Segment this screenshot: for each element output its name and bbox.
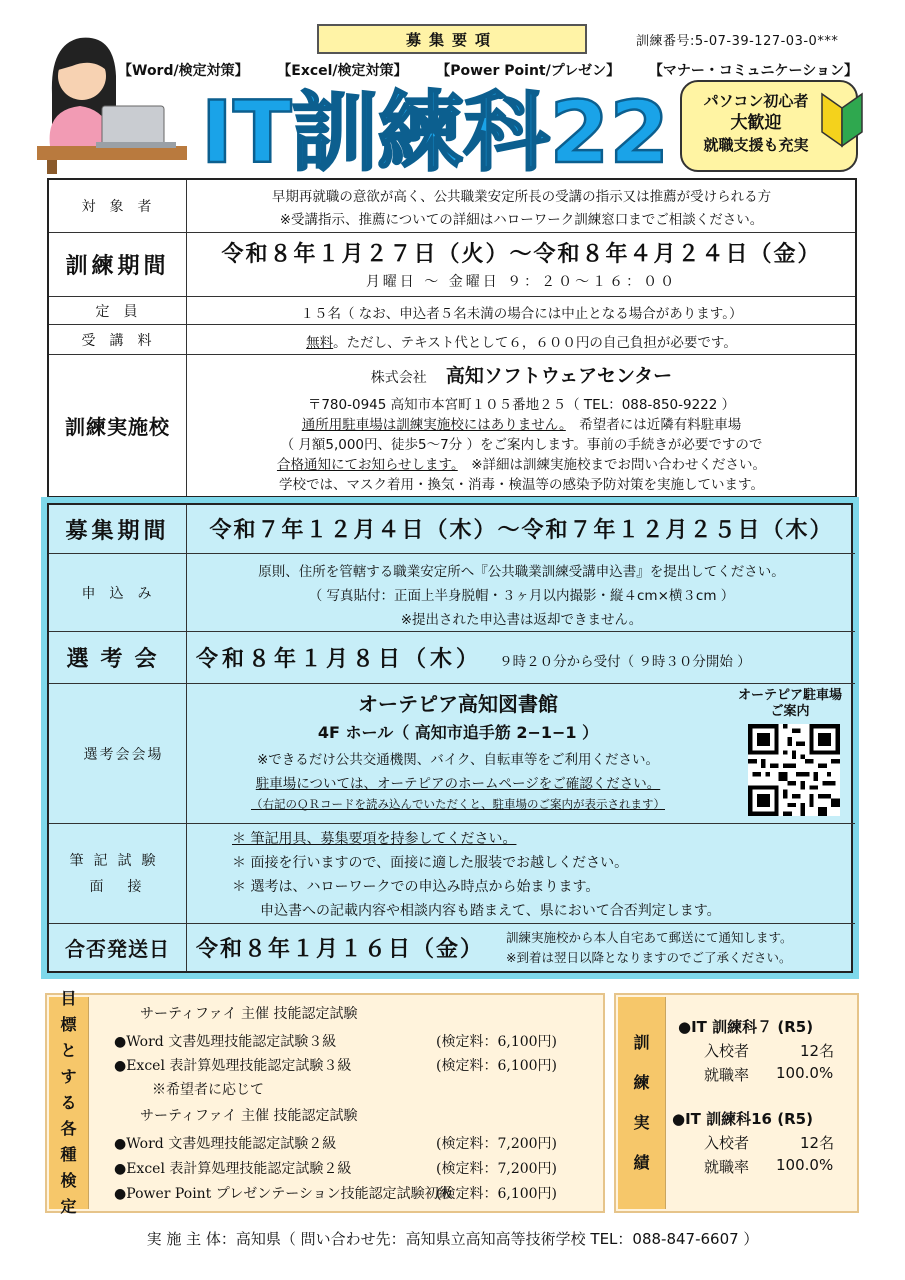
course-number: 訓練番号:5-07-39-127-03-0***	[636, 34, 839, 49]
topic-powerpoint: 【Power Point/プレゼン】	[436, 63, 621, 79]
group2-title: サーティファイ 主催 技能認定試験	[140, 1108, 358, 1124]
target-note: ※受講指示、推薦についての詳細はハローワーク訓練窓口までご相談ください。	[279, 212, 764, 228]
period-label: 訓練期間	[49, 233, 187, 296]
school-company-prefix: 株式会社	[370, 370, 427, 386]
school-parking-3b: ※詳細は訓練実施校までお問い合わせください。	[471, 457, 767, 473]
school-parking-1a: 通所用駐車場は訓練実施校にはありません。	[301, 417, 566, 433]
result2-enrolled: 12名	[800, 1134, 835, 1152]
school-company-name: 高知ソフトウェアセンター	[445, 365, 673, 387]
cert-name: ●Excel 表計算処理技能認定試験３級	[114, 1058, 352, 1074]
cert-fee: (検定料：6,100円)	[436, 1058, 558, 1074]
capacity-row	[49, 296, 855, 324]
school-parking-line1	[188, 413, 855, 433]
fee-row	[49, 324, 855, 354]
school-company	[188, 361, 855, 388]
result2-rate: 100.0%	[776, 1156, 834, 1174]
selection-date: 令和８年１月８日（木）	[196, 647, 483, 672]
target-label: 対象者	[49, 180, 187, 232]
result-note1: 訓練実施校から本人自宅あて郵送にて通知します。	[506, 930, 793, 945]
result-row	[49, 923, 855, 971]
capacity-text: １５名（ なお、申込者５名未満の場合には中止となる場合があります。）	[300, 306, 743, 322]
period-date: 令和８年１月２７日（火）～令和８年４月２４日（金）	[221, 242, 822, 267]
topic-manners: 【マナー・コミュニケーション】	[648, 63, 858, 79]
recruit-table	[47, 503, 853, 973]
footer-organizer: 実 施 主 体：高知県（ 問い合わせ先：高知県立高知高等技術学校 TEL：088-847-6607 ）	[146, 1230, 759, 1248]
badge-line2: 大歓迎	[730, 113, 782, 133]
exam-label-written: 筆記試験	[69, 852, 166, 869]
tab-char: る	[60, 1093, 77, 1112]
period-row	[49, 232, 855, 296]
results-tab	[618, 997, 666, 1209]
venue-hall: 4F ホール（ 高知市追手筋 2−1−1 ）	[317, 723, 599, 742]
fee-text: 。ただし、テキスト代として６，６００円の自己負担が必要です。	[333, 335, 737, 351]
fee-free: 無料	[306, 335, 334, 351]
cert-name: ●Excel 表計算処理技能認定試験２級	[114, 1161, 352, 1177]
result1-enrolled-label: 入校者	[704, 1042, 750, 1060]
header	[0, 0, 905, 178]
venue-note1: ※できるだけ公共交通機関、バイク、自転車等をご利用ください。	[256, 752, 659, 768]
apply-line3: ※提出された申込書は返却できません。	[400, 612, 643, 628]
group1-title: サーティファイ 主催 技能認定試験	[140, 1006, 358, 1022]
cert-fee: (検定料：7,200円)	[436, 1161, 558, 1177]
venue-label: 選考会会場	[49, 684, 187, 823]
school-parking-3a: 合格通知にてお知らせします。	[276, 457, 458, 473]
result2-enrolled-label: 入校者	[704, 1134, 750, 1152]
badge-line3: 就職支援も充実	[703, 136, 809, 154]
fee-line	[188, 331, 855, 351]
cert-name: ●Word 文書処理技能認定試験２級	[114, 1136, 337, 1152]
beginner-mark-icon	[820, 92, 864, 148]
target-certifications-box	[45, 993, 605, 1213]
school-label: 訓練実施校	[49, 355, 187, 496]
course-info-table	[47, 178, 857, 498]
topic-word: 【Word/検定対策】	[118, 63, 249, 79]
exam-line1: ＊ 筆記用具、募集要項を持参してください。	[232, 831, 517, 847]
apply-row	[49, 553, 855, 631]
school-covid: 学校では、マスク着用・換気・消毒・検温等の感染予防対策を実施しています。	[279, 477, 764, 493]
apply-line2: （ 写真貼付：正面上半身脱帽・３ヶ月以内撮影・縦４cm×横３cm ）	[308, 588, 735, 604]
result-label: 合否発送日	[49, 924, 187, 971]
qr-caption-line1: オーテピア駐車場	[737, 688, 842, 703]
main-title-text: IT訓練科22	[200, 83, 670, 178]
cert-name: ●Word 文書処理技能認定試験３級	[114, 1034, 337, 1050]
woman-at-laptop-illustration	[32, 24, 192, 174]
selection-row	[49, 631, 855, 683]
venue-note3: （右記のＱＲコードを読み込んでいただくと、駐車場のご案内が表示されます）	[251, 797, 665, 811]
tab-char: 績	[633, 1153, 650, 1172]
recruit-period-label: 募集期間	[49, 505, 187, 553]
badge-line1: パソコン初心者	[703, 92, 809, 110]
exam-line2: ＊ 面接を行いますので、面接に適した服装でお越しください。	[232, 855, 629, 871]
apply-label: 申込み	[49, 554, 187, 631]
target-text: 早期再就職の意欲が高く、公共職業安定所長の受講の指示又は推薦が受けられる方	[271, 189, 772, 205]
qr-caption	[726, 688, 854, 720]
qr-caption-line2: ご案内	[770, 704, 810, 719]
period-time: 月曜日 ～ 金曜日 ９：２０～１６：００	[365, 274, 678, 290]
tab-char: す	[60, 1067, 77, 1086]
school-address: 〒780-0945 高知市本宮町１０５番地２５（ TEL：088-850-9222 ）	[307, 397, 736, 413]
fee-label: 受講料	[49, 325, 187, 354]
result1-rate: 100.0%	[776, 1064, 834, 1082]
tab-char: 目	[60, 989, 77, 1008]
school-parking-1b: 希望者には近隣有料駐車場	[579, 417, 742, 433]
selection-label: 選考会	[49, 632, 187, 683]
topic-list	[118, 60, 858, 80]
tab-char: 標	[60, 1015, 77, 1034]
exam-row	[49, 823, 855, 923]
tab-char: 検	[60, 1171, 77, 1190]
exam-label-interview: 面接	[89, 878, 166, 895]
school-parking-line3	[188, 453, 855, 473]
tab-char: 練	[633, 1073, 650, 1092]
qr-code-icon[interactable]	[748, 724, 840, 816]
apply-line1: 原則、住所を管轄する職業安定所へ『公共職業訓練受講申込書』を提出してください。	[258, 564, 785, 580]
exam-line3: ＊ 選考は、ハローワークでの申込み時点から始まります。	[232, 879, 600, 895]
tab-char: と	[60, 1041, 77, 1060]
exam-line4: 申込書への記載内容や相談内容も踏まえて、県において合否判定します。	[260, 903, 721, 919]
capacity-label: 定員	[49, 297, 187, 324]
school-row	[49, 354, 855, 496]
tab-char: 定	[60, 1197, 77, 1216]
venue-note2: 駐車場については、オーテピアのホームページをご確認ください。	[255, 776, 661, 792]
target-row	[49, 180, 855, 232]
result2-title: ●IT 訓練科16 (R5)	[672, 1110, 813, 1128]
result1-enrolled: 12名	[800, 1042, 835, 1060]
cert-fee: (検定料：6,100円)	[436, 1186, 558, 1202]
tab-char: 各	[60, 1119, 77, 1138]
recruit-period-row	[49, 505, 855, 553]
result-note2: ※到着は翌日以降となりますのでご了承ください。	[506, 950, 792, 965]
exam-label	[49, 824, 187, 923]
cert-name: ●Power Point プレゼンテーション技能認定試験初級	[114, 1186, 453, 1202]
selection-time: ９時２０分から受付（ ９時３０分開始 ）	[499, 654, 751, 670]
recruit-period-date: 令和７年１２月４日（木）～令和７年１２月２５日（木）	[209, 518, 834, 543]
cert-note: ※希望者に応じて	[152, 1082, 264, 1098]
topic-excel: 【Excel/検定対策】	[277, 63, 408, 79]
tab-char: 実	[633, 1113, 650, 1132]
school-parking-line2: （ 月額5,000円、徒歩5～7分 ）をご案内します。事前の手続きが必要ですので	[280, 437, 763, 453]
result1-rate-label: 就職率	[704, 1066, 750, 1084]
tab-char: 種	[60, 1145, 77, 1164]
result2-rate-label: 就職率	[704, 1158, 750, 1176]
selection-line	[196, 642, 751, 673]
recruit-tag: 募集要項	[317, 24, 587, 54]
tab-char: 訓	[633, 1033, 650, 1052]
cert-fee: (検定料：6,100円)	[436, 1034, 558, 1050]
venue-name: オーテピア高知図書館	[358, 692, 558, 716]
certifications-tab	[49, 989, 89, 1216]
cert-fee: (検定料：7,200円)	[436, 1136, 558, 1152]
main-title	[190, 78, 680, 178]
result-date: 令和８年１月１６日（金）	[196, 937, 485, 962]
result1-title: ●IT 訓練科７ (R5)	[678, 1018, 814, 1036]
